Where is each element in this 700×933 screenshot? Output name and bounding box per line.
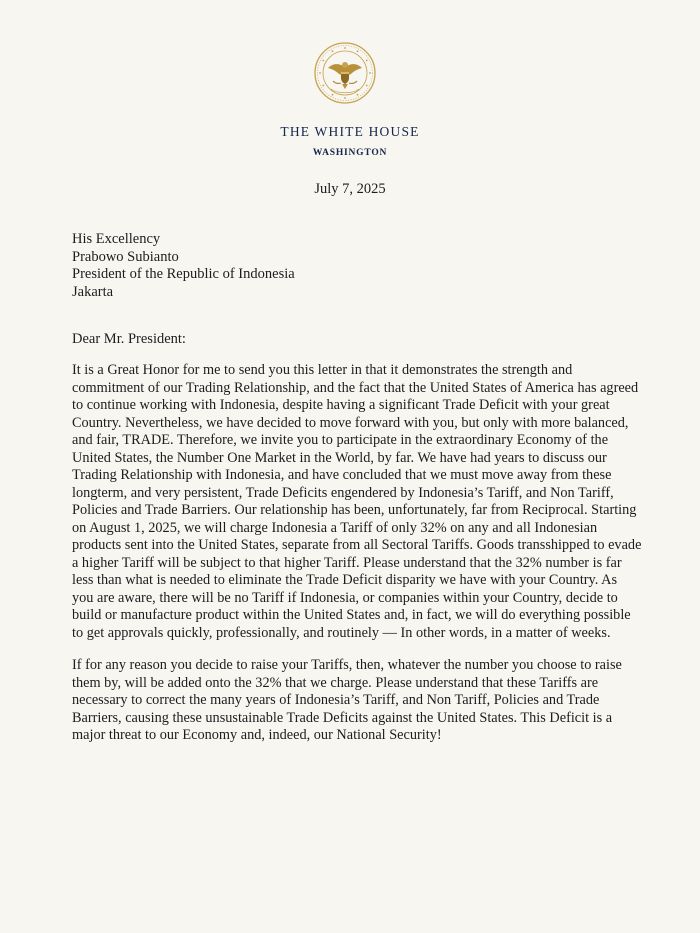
address-line: Prabowo Subianto <box>72 248 179 265</box>
letterhead-title: THE WHITE HOUSE <box>280 124 420 139</box>
body-paragraph: If for any reason you decide to raise your Tariffs, then, whatever the number you choose to raise them by, will be added onto the 32% that we charge. Please understand that these Tariffs are necessary to correct the many years of Indonesia’s Tariff, and Non Tariff, Policies and Trade Barriers, causing these unsustainable Trade Deficits against the United States. This Deficit is a major threat to our Economy and, indeed, our National Security! <box>72 657 622 743</box>
recipient-address <box>72 231 295 301</box>
letterhead-subtitle: WASHINGTON <box>312 148 388 158</box>
body-paragraph: It is a Great Honor for me to send you this letter in that it demonstrates the strength and commitment of our Trading Relationship, and the fact that the United States of America has agreed to continue working with Indonesia, despite having a significant Trade Deficit with your great Country. Nevertheless, we have decided to move forward with you, but only with more balanced, and fair, TRADE. Therefore, we invite you to participate in the extraordinary Economy of the United States, the Number One Market in the World, by far. We have had years to discuss our Trading Relationship with Indonesia, and have concluded that we must move away from these longterm, and very persistent, Trade Deficits engendered by Indonesia’s Tariff, and Non Tariff, Policies and Trade Barriers. Our relationship has been, unfortunately, far from Reciprocal. Starting on August 1, 2025, we will charge Indonesia a Tariff of only 32% on any and all Indonesian products sent into the United States, separate from all Sectoral Tariffs. Goods transshipped to evade a higher Tariff will be subject to that higher Tariff. Please understand that the 32% number is far less than what is needed to eliminate the Trade Deficit disparity we have with your Country. As you are aware, there will be no Tariff if Indonesia, or companies within your Country, decide to build or manufacture product within the United States and, in fact, we will do everything possible to get approvals quickly, professionally, and routinely — In other words, in a matter of weeks. <box>72 362 642 641</box>
letter-date: July 7, 2025 <box>314 181 386 197</box>
address-line: Jakarta <box>72 283 114 300</box>
presidential-seal-icon <box>313 41 377 105</box>
address-line: President of the Republic of Indonesia <box>72 266 295 282</box>
salutation: Dear Mr. President: <box>72 331 186 347</box>
address-line: His Excellency <box>72 231 161 247</box>
